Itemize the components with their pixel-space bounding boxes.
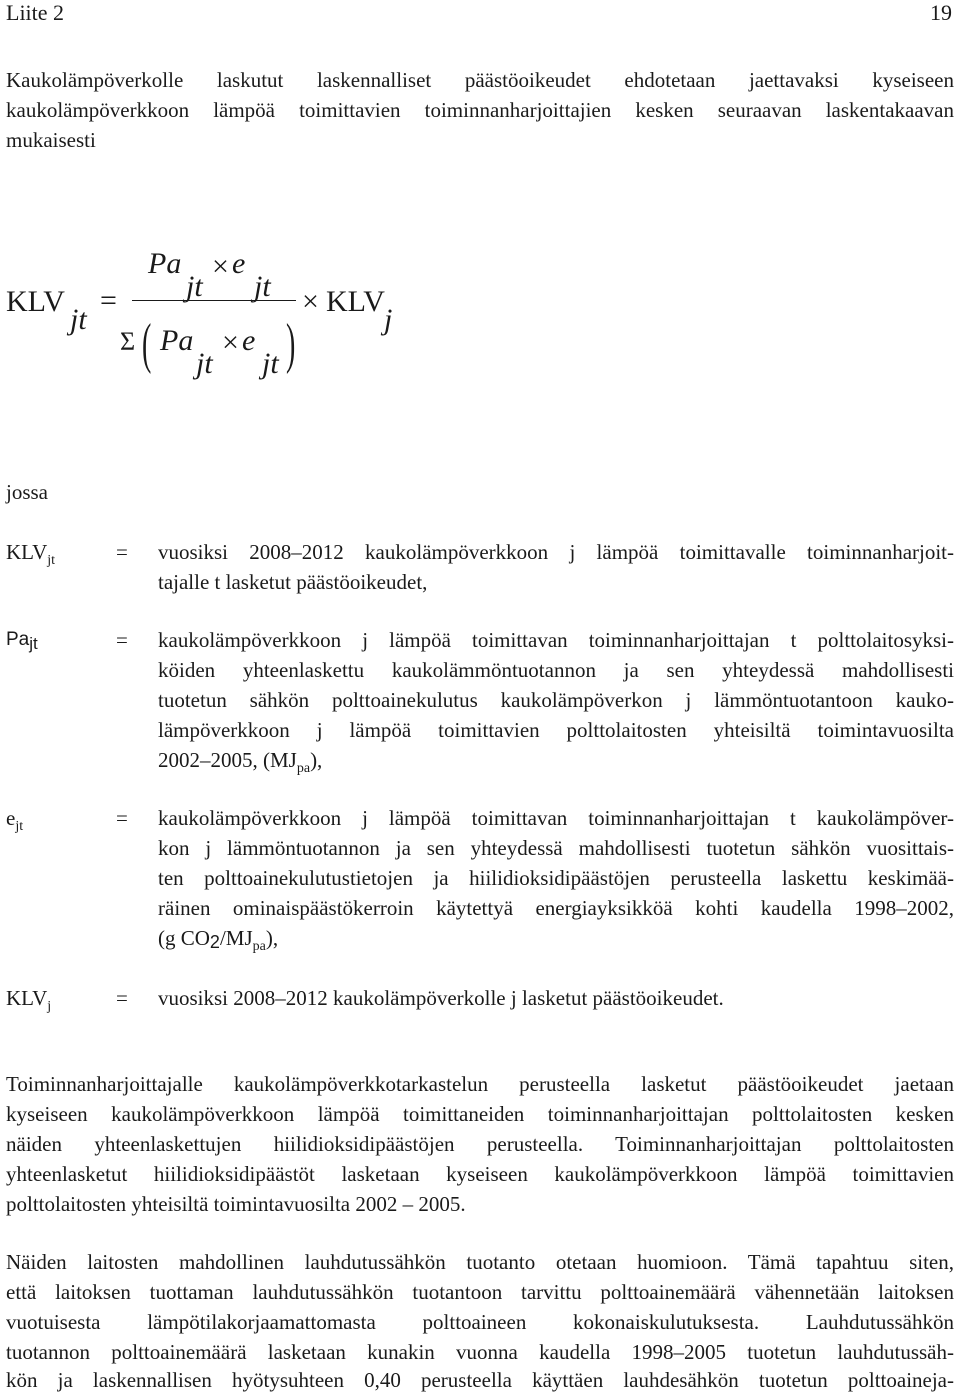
def-pa-jt-line-5: 2002–2005, $(MJ_{pa})$, <box>158 748 323 776</box>
para2-line-5: kön ja laskennallisen hyötysuhteen 0,40 perusteella käyttäen lauhdesähkön tuotetun polttoaineja- <box>6 1368 954 1392</box>
def-pa-jt-line-3: tuotetun sähkön polttoainekulutus kaukolämpöverkon j lämmöntuotantoon kauko- <box>158 688 954 712</box>
formula-sigma: Σ <box>120 327 136 356</box>
formula-equals: = <box>100 284 117 317</box>
def-pa-jt-line-2: köiden yhteenlaskettu kaukolämmöntuotannon ja sen yhteydessä mahdollisesti <box>158 658 954 682</box>
para1-line-5: polttolaitosten yhteisiltä toimintavuosilta 2002 – 2005. <box>6 1192 466 1216</box>
def-pa-jt-line-4: lämpöverkkoon j lämpöä toimittavien polttolaitosten yhteisiltä toimintavuosilta <box>158 718 954 742</box>
def-e-jt-term: $e_{jt}$ <box>6 806 24 834</box>
para2-line-1: Näiden laitosten mahdollinen lauhdutussähkön tuotanto otetaan huomioon. Tämä tapahtuu siten, <box>6 1250 954 1274</box>
formula-den-e: e <box>242 324 256 357</box>
def-klv-j-term: $KLV_j$ <box>6 986 52 1014</box>
def-klv-jt-line-2: tajalle t lasketut päästöoikeudet, <box>158 570 428 594</box>
def-e-jt-line-3: ten polttoainekulutustietojen ja hiilidioksidipäästöjen perusteella laskettu keskimää- <box>158 866 954 890</box>
para1-line-2: kyseiseen kaukolämpöverkkoon lämpöä toimittaneiden toiminnanharjoittajan polttolaitosten kesken <box>6 1102 954 1126</box>
def-klv-j-equals: = <box>116 986 128 1010</box>
def-klv-j-line-1: vuosiksi 2008–2012 kaukolämpöverkolle j lasketut päästöoikeudet. <box>158 986 724 1010</box>
def-pa-jt-equals: = <box>116 628 128 652</box>
formula-times-right: × <box>302 285 319 318</box>
para1-line-1: Toiminnanharjoittajalle kaukolämpöverkkotarkastelun perusteella lasketut päästöoikeudet jaetaan <box>6 1072 954 1096</box>
page-number: 19 <box>930 0 952 25</box>
formula-klv-left: KLV <box>6 285 65 318</box>
formula-right-paren: ) <box>286 313 296 375</box>
page-header-left: Liite 2 <box>6 0 65 25</box>
def-klv-jt-term: $KLV_{jt}$ <box>6 540 56 568</box>
formula-num-e: e <box>232 247 246 280</box>
where-label: jossa <box>6 480 48 504</box>
formula-left-paren: ( <box>142 313 152 375</box>
formula-sub-j-right: j <box>384 303 393 336</box>
para1-line-4: yhteenlasketut hiilidioksidipäästöt lasketaan kyseiseen kaukolämpöverkkoon lämpöä toimittavien <box>6 1162 954 1186</box>
formula-klv-right: KLV <box>326 285 385 318</box>
intro-line-3: mukaisesti <box>6 128 96 152</box>
def-e-jt-equals: = <box>116 806 128 830</box>
def-e-jt-line-4: räinen ominaispäästökerroin käytettyä energiayksikköä kohti kaudella 1998–2002, <box>158 896 954 920</box>
intro-line-1: Kaukolämpöverkolle laskutut laskennalliset päästöoikeudet ehdotetaan jaettavaksi kyseiseen <box>6 68 954 92</box>
para2-line-4: tuotannon polttoainemäärä lasketaan kunakin vuonna kaudella 1998–2005 tuotetun lauhdutussäh- <box>6 1340 954 1364</box>
def-e-jt-line-2: kon j lämmöntuotannon ja sen yhteydessä mahdollisesti tuotetun sähkön vuosittais- <box>158 836 954 860</box>
def-pa-jt-term: Pajt <box>6 629 38 653</box>
def-e-jt-line-1: kaukolämpöverkkoon j lämpöä toimittavan toiminnanharjoittajan t kaukolämpöver- <box>158 806 954 830</box>
formula-fraction-bar <box>132 300 296 301</box>
def-e-jt-line-5: (g $CO2/MJ_{pa}$), <box>158 926 279 954</box>
formula-num-sub-jt-1: jt <box>186 270 203 303</box>
formula-sub-jt-left: jt <box>70 303 87 336</box>
formula-den-sub-jt-1: jt <box>196 347 213 380</box>
def-klv-jt-equals: = <box>116 540 128 564</box>
para1-line-3: näiden yhteenlaskettujen hiilidioksidipäästöjen perusteella. Toiminnanharjoittajan polttolaitosten <box>6 1132 954 1156</box>
para2-line-3: vuotuisesta lämpötilakorjaamattomasta polttoaineen kokonaiskulutuksesta. Lauhdutussähkön <box>6 1310 954 1334</box>
formula-num-sub-jt-2: jt <box>254 270 271 303</box>
formula-num-times: × <box>212 250 229 283</box>
def-pa-jt-line-1: kaukolämpöverkkoon j lämpöä toimittavan toiminnanharjoittajan t polttolaitosyksi- <box>158 628 954 652</box>
formula-den-times: × <box>222 326 239 359</box>
formula-num-pa: Pa <box>148 247 182 280</box>
formula-den-pa: Pa <box>160 324 194 357</box>
formula-den-sub-jt-2: jt <box>262 347 279 380</box>
para2-line-2: että laitoksen tuottaman lauhdutussähkön tuotantoon tarvittu polttoainemäärä vähennetään laitoksen <box>6 1280 954 1304</box>
def-klv-jt-line-1: vuosiksi 2008–2012 kaukolämpöverkkoon j lämpöä toimittavalle toiminnanharjoit- <box>158 540 954 564</box>
intro-line-2: kaukolämpöverkkoon lämpöä toimittavien toiminnanharjoittajien kesken seuraavan laskentakaavan <box>6 98 954 122</box>
